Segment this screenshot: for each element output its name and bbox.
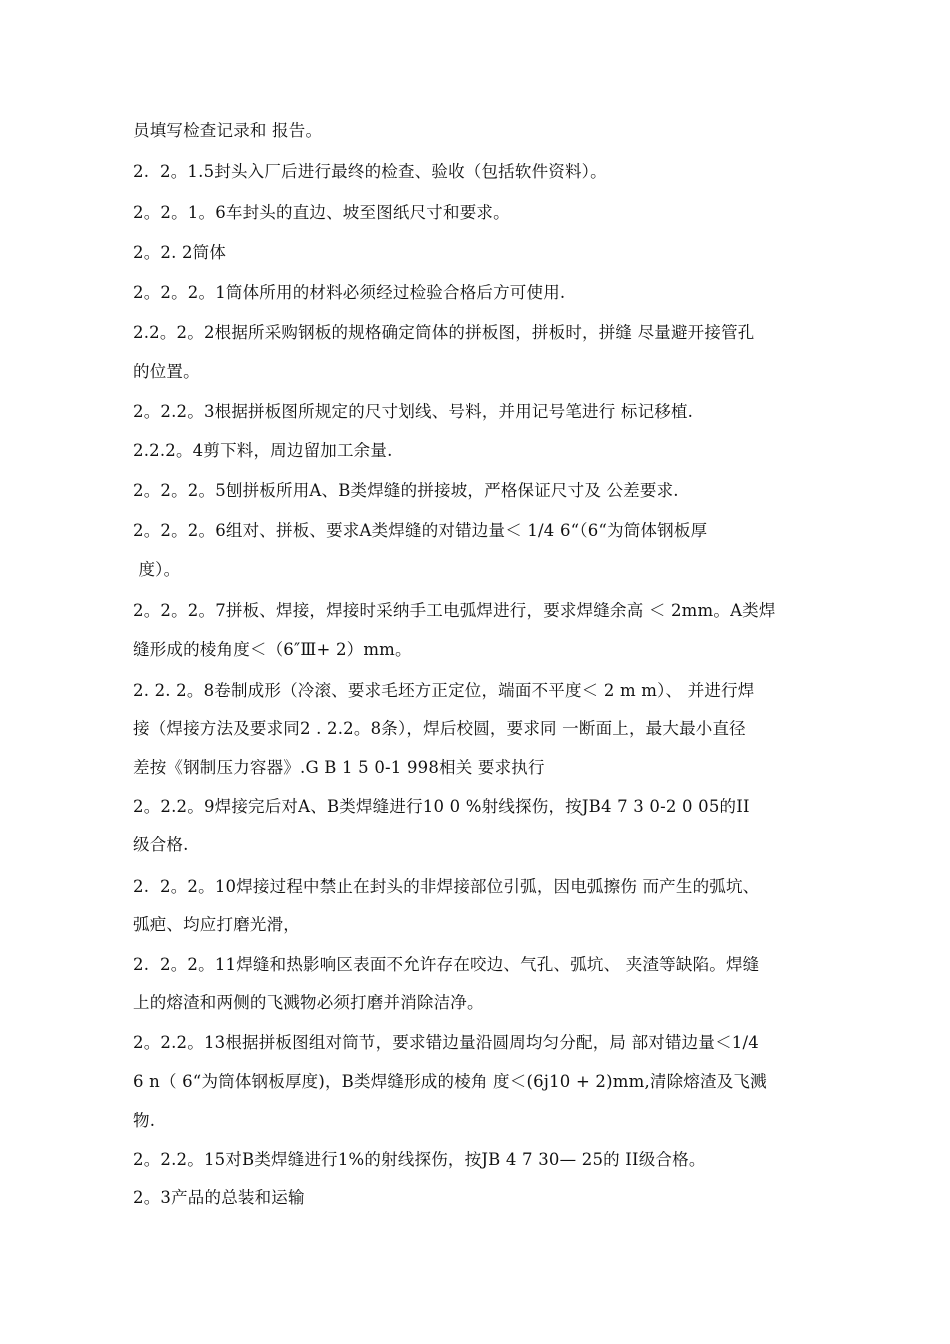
text-line: 2。2.2。15对B类焊缝进行1%的射线探伤，按JB 4 7 30— 25的 II级合格。 <box>133 1150 706 1169</box>
text-line: 2. 2。2。11焊缝和热影响区表面不允许存在咬边、气孔、弧坑、 夹渣等缺陷。焊缝 <box>133 955 760 974</box>
text-line: 弧疤、均应打磨光滑， <box>133 915 300 934</box>
text-line: 缝形成的棱角度＜（6″Ⅲ+ 2）mm。 <box>133 640 412 659</box>
text-line: 2. 2。1.5封头入厂后进行最终的检查、验收（包括软件资料）。 <box>133 162 607 181</box>
text-line: 员填写检查记录和 报告。 <box>133 121 323 140</box>
text-line: 2。2。2。7拼板、焊接，焊接时采纳手工电弧焊进行，要求焊缝余高 ＜ 2mm。A类焊 <box>133 601 776 620</box>
text-line: 的位置。 <box>133 362 200 381</box>
text-line: 2。2。2。5刨拼板所用A、B类焊缝的拼接坡，严格保证尺寸及 公差要求. <box>133 481 679 500</box>
text-line: 2.2.2。4剪下料，周边留加工余量. <box>133 441 393 460</box>
text-line: 接（焊接方法及要求同2 . 2.2。8条），焊后校圆，要求同 一断面上，最大最小直径 <box>133 719 746 738</box>
text-line: 差按《钢制压力容器》.G B 1 5 0-1 998相关 要求执行 <box>133 758 545 777</box>
text-line: 2. 2. 2。8卷制成形（冷滚、要求毛坯方正定位，端面不平度＜ 2 m m）、 并进行焊 <box>133 681 755 700</box>
text-line: 2。2。2。6组对、拼板、要求A类焊缝的对错边量＜ 1/4 6“（6“为筒体钢板厚 <box>133 521 708 540</box>
text-line: 2。2.2。9焊接完后对A、B类焊缝进行10 0 %射线探伤，按JB4 7 3 0-2 0 05的II <box>133 797 750 816</box>
text-line: 级合格. <box>133 835 189 854</box>
text-line: 2。2.2。3根据拼板图所规定的尺寸划线、号料，并用记号笔进行 标记移植. <box>133 402 694 421</box>
text-line: 物. <box>133 1111 156 1130</box>
section-heading: 2。2. 2筒体 <box>133 243 227 262</box>
text-line: 2. 2。2。10焊接过程中禁止在封头的非焊接部位引弧，因电弧擦伤 而产生的弧坑、 <box>133 877 760 896</box>
text-line: 6 n（ 6“为筒体钢板厚度)，B类焊缝形成的棱角 度＜(6j10 + 2)mm,清除熔渣及飞溅 <box>133 1072 767 1091</box>
text-line: 2。2。2。1筒体所用的材料必须经过检验合格后方可使用. <box>133 283 566 302</box>
text-line: 2.2。2。2根据所采购钢板的规格确定筒体的拼板图，拼板时，拼缝 尽量避开接管孔 <box>133 323 755 342</box>
text-line: 2。2。1。6车封头的直边、坡至图纸尺寸和要求。 <box>133 203 510 222</box>
section-heading: 2。3产品的总装和运输 <box>133 1188 305 1207</box>
text-line: 2。2.2。13根据拼板图组对筒节，要求错边量沿圆周均匀分配，局 部对错边量＜1/4 <box>133 1033 759 1052</box>
text-line: 上的熔渣和两侧的飞溅物必须打磨并消除洁净。 <box>133 993 484 1012</box>
text-line: 度）。 <box>133 560 181 579</box>
